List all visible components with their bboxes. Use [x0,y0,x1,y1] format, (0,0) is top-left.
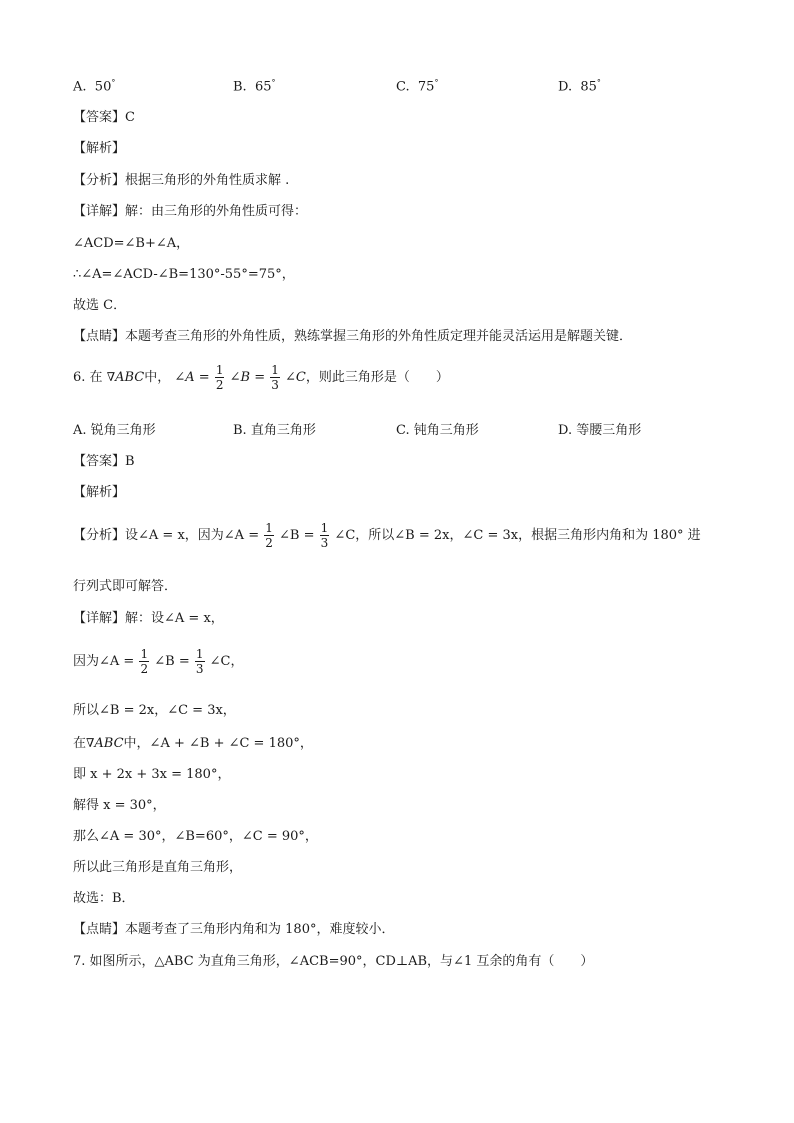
fraction-numerator: 1 [265,521,273,535]
fraction-denominator: 3 [271,378,279,392]
fraction-third [320,521,330,550]
option-letter: C. [396,79,410,95]
q6-fenxi [73,521,701,550]
triangle-name: ABC [94,736,124,751]
answer-value: C [125,110,135,125]
q6-dianjing [73,921,394,939]
q6-analysis-tag [73,484,125,502]
option-letter: B. [233,423,247,438]
option-d [558,74,601,96]
xiangjie-tag: 【详解】 [73,611,126,626]
option-letter: A. [73,423,87,438]
q6-fenxi-line2: 行列式即可解答． [73,579,178,594]
fenxi-tag: 【分析】 [73,528,126,543]
option-value: 50 [94,79,112,95]
fraction-numerator: 1 [195,647,204,661]
angle-b: ∠B = [229,370,266,385]
angle-c: ∠C [285,370,306,385]
fraction-numerator: 1 [271,363,279,377]
option-letter: D. [558,423,573,438]
q5-xiangjie [73,203,307,221]
dianjing-text: 本题考查三角形的外角性质，熟练掌握三角形的外角性质定理并能灵活运用是解题关键． [125,329,633,344]
fraction-denominator: 2 [140,662,149,676]
fraction-third [270,363,280,392]
q6-choose: 故选：B． [73,891,135,906]
fraction-denominator: 2 [265,536,273,550]
q6-so-line: 所以∠B = 2x，∠C = 3x， [73,703,236,718]
in-text: 在 [73,736,87,751]
q6-option-d [558,422,641,440]
option-letter: C. [396,423,410,438]
degree-symbol: ° [271,78,276,87]
q5-step1: ∠ACD=∠B+∠A， [73,236,190,251]
because-text: ∠B = [154,654,190,669]
fraction-numerator: 1 [320,521,329,535]
option-text: 锐角三角形 [90,423,156,438]
q6-solve-line: 解得 x = 30°， [73,798,166,813]
fraction-denominator: 3 [195,662,204,676]
q5-step2: ∴∠A=∠ACD-∠B=130°-55°=75°， [73,267,295,282]
q5-dianjing [73,328,632,346]
fraction-half [264,521,274,550]
q6-answer [73,453,135,471]
xiangjie-text: 解：设∠A = x， [125,611,224,626]
fraction-numerator: 1 [140,647,149,661]
fenxi-tag: 【分析】 [73,173,126,188]
option-value: 85 [580,79,597,95]
option-c [396,74,438,96]
answer-value: B [125,454,135,469]
dianjing-tag: 【点睛】 [73,922,126,937]
q6-stem [73,363,449,392]
q6-then-line: 那么∠A = 30°，∠B=60°，∠C = 90°， [73,829,318,844]
question-number: 6. 在 [73,370,103,385]
option-value: 75 [417,79,435,95]
option-text: 直角三角形 [250,423,316,438]
option-letter: B. [233,79,247,95]
xiangjie-tag: 【详解】 [73,204,126,219]
q5-answer [73,109,135,127]
triangle-icon: ∇ [106,370,116,384]
xiangjie-text: 解：由三角形的外角性质可得： [125,204,308,219]
fraction-denominator: 3 [320,536,329,550]
q5-choose: 故选 C． [73,298,127,313]
q6-xiangjie [73,610,224,628]
because-text: 因为∠A = [73,654,135,669]
option-text: 钝角三角形 [413,423,479,438]
option-value: 65 [254,79,272,95]
angle-a: ∠A = [174,370,210,385]
q6-option-c [396,422,479,440]
q6-option-a [73,422,156,440]
fenxi-text: ∠C，所以∠B = 2x，∠C = 3x，根据三角形内角和为 180° 进 [334,528,701,543]
q7-stem: 7. 如图所示，△ABC 为直角三角形，∠ACB=90°，CD⊥AB，与∠1 互余的角有（ ） [73,954,594,969]
answer-tag: 【答案】 [73,454,126,469]
q5-fenxi [73,172,289,190]
option-a [73,74,115,96]
fraction-third [195,647,205,676]
degree-symbol: ° [434,78,439,87]
option-b [233,74,276,96]
stem-text: 中， [144,370,171,385]
degree-symbol: ° [111,78,116,87]
q6-result-line: 所以此三角形是直角三角形， [73,860,243,875]
option-text: 等腰三角形 [576,423,642,438]
because-text: ∠C， [209,654,244,669]
triangle-icon: ∇ [86,736,95,750]
fraction-denominator: 2 [215,378,224,392]
q6-because [73,647,243,676]
fenxi-text: ∠B = [279,528,315,543]
dianjing-tag: 【点睛】 [73,329,126,344]
fraction-half [139,647,149,676]
option-letter: A. [73,79,87,95]
option-letter: D. [558,79,573,95]
fenxi-text: 设∠A = x，因为∠A = [125,528,260,543]
fraction-numerator: 1 [215,363,224,377]
in-text: 中，∠A + ∠B + ∠C = 180°， [123,736,313,751]
analysis-tag: 【解析】 [73,485,126,500]
q6-option-b [233,422,316,440]
answer-tag: 【答案】 [73,110,126,125]
q6-in-line [73,734,313,753]
fraction-half [215,363,225,392]
stem-tail: ，则此三角形是（ ） [305,370,449,385]
analysis-tag: 【解析】 [73,141,126,156]
triangle-name: ABC [115,370,145,385]
degree-symbol: ° [596,78,601,87]
q5-analysis-tag [73,140,125,158]
fenxi-text: 根据三角形的外角性质求解 . [125,173,290,188]
dianjing-text: 本题考查了三角形内角和为 180°，难度较小． [125,922,395,937]
q6-ji-line: 即 x + 2x + 3x = 180°， [73,767,231,782]
